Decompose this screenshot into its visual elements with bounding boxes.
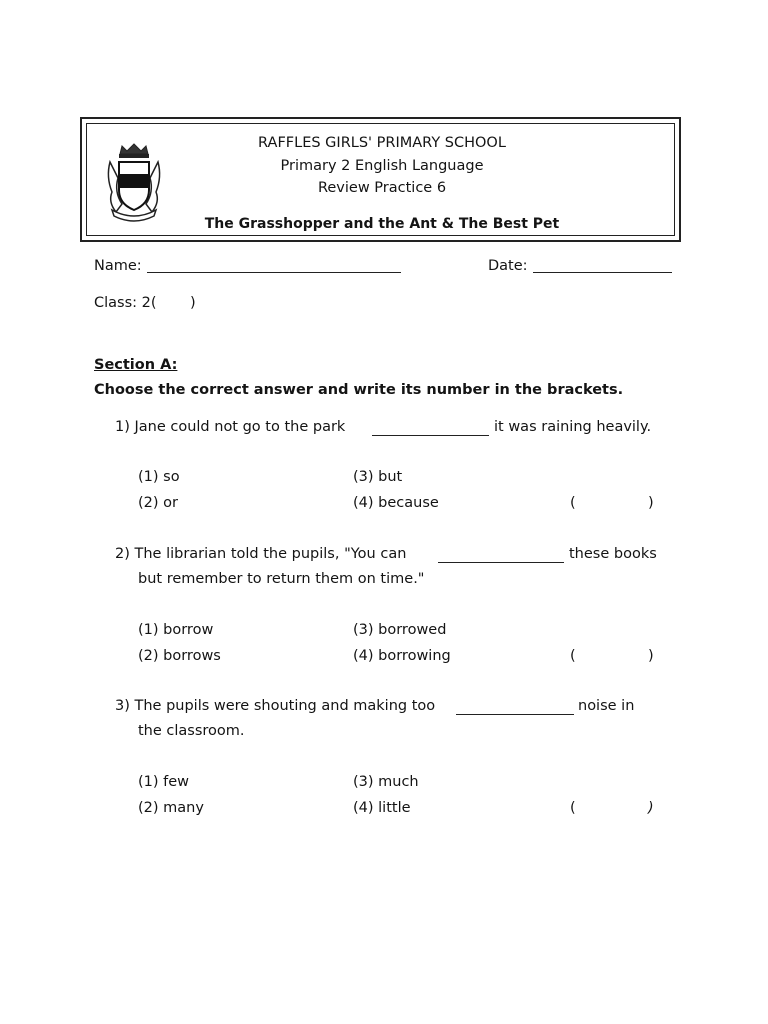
option-1: (1) borrow [138,622,214,638]
class-label: Class: 2( [94,295,157,311]
date-label: Date: [488,258,528,274]
option-1: (1) few [138,774,190,790]
name-label: Name: [94,258,142,274]
answer-bracket-close: ) [648,800,654,816]
answer-box[interactable] [580,797,644,819]
option-4: (4) because [353,495,439,511]
question-text-line-2: but remember to return them on time." [138,571,425,587]
option-1: (1) so [138,469,180,485]
question-text-line-2: the classroom. [138,723,245,739]
practice-title: Review Practice 6 [317,180,447,196]
option-3: (3) much [353,774,419,790]
class-bracket-close: ) [190,295,196,311]
question-text: it was raining heavily. [494,419,652,435]
date-field[interactable] [533,260,672,273]
answer-blank [456,702,574,715]
option-3: (3) but [353,469,403,485]
school-name: RAFFLES GIRLS' PRIMARY SCHOOL [258,135,506,151]
question-text: 2) The librarian told the pupils, "You can [115,546,407,562]
school-crest-icon [104,142,164,222]
question-text: 3) The pupils were shouting and making too [115,698,436,714]
answer-blank [438,550,564,563]
answer-box[interactable] [580,492,644,514]
option-2: (2) borrows [138,648,221,664]
option-4: (4) borrowing [353,648,451,664]
option-4: (4) little [353,800,411,816]
question-text: noise in [578,698,635,714]
answer-bracket-close: ) [648,495,654,511]
section-instruction: Choose the correct answer and write its number in the brackets. [94,382,624,398]
answer-bracket-open: ( [570,648,576,664]
answer-bracket-open: ( [570,495,576,511]
option-3: (3) borrowed [353,622,447,638]
question-text: 1) Jane could not go to the park [115,419,346,435]
answer-bracket-close: ) [648,648,654,664]
header-inner-border [86,123,675,236]
section-title: Section A: [94,357,178,373]
option-2: (2) many [138,800,204,816]
answer-box[interactable] [580,645,644,667]
answer-blank [372,423,489,436]
worksheet-title: The Grasshopper and the Ant & The Best Pet [204,216,560,232]
question-text: these books [569,546,657,562]
header-box [80,117,681,242]
name-field[interactable] [147,260,401,273]
subject-title: Primary 2 English Language [280,158,484,174]
answer-bracket-open: ( [570,800,576,816]
option-2: (2) or [138,495,178,511]
